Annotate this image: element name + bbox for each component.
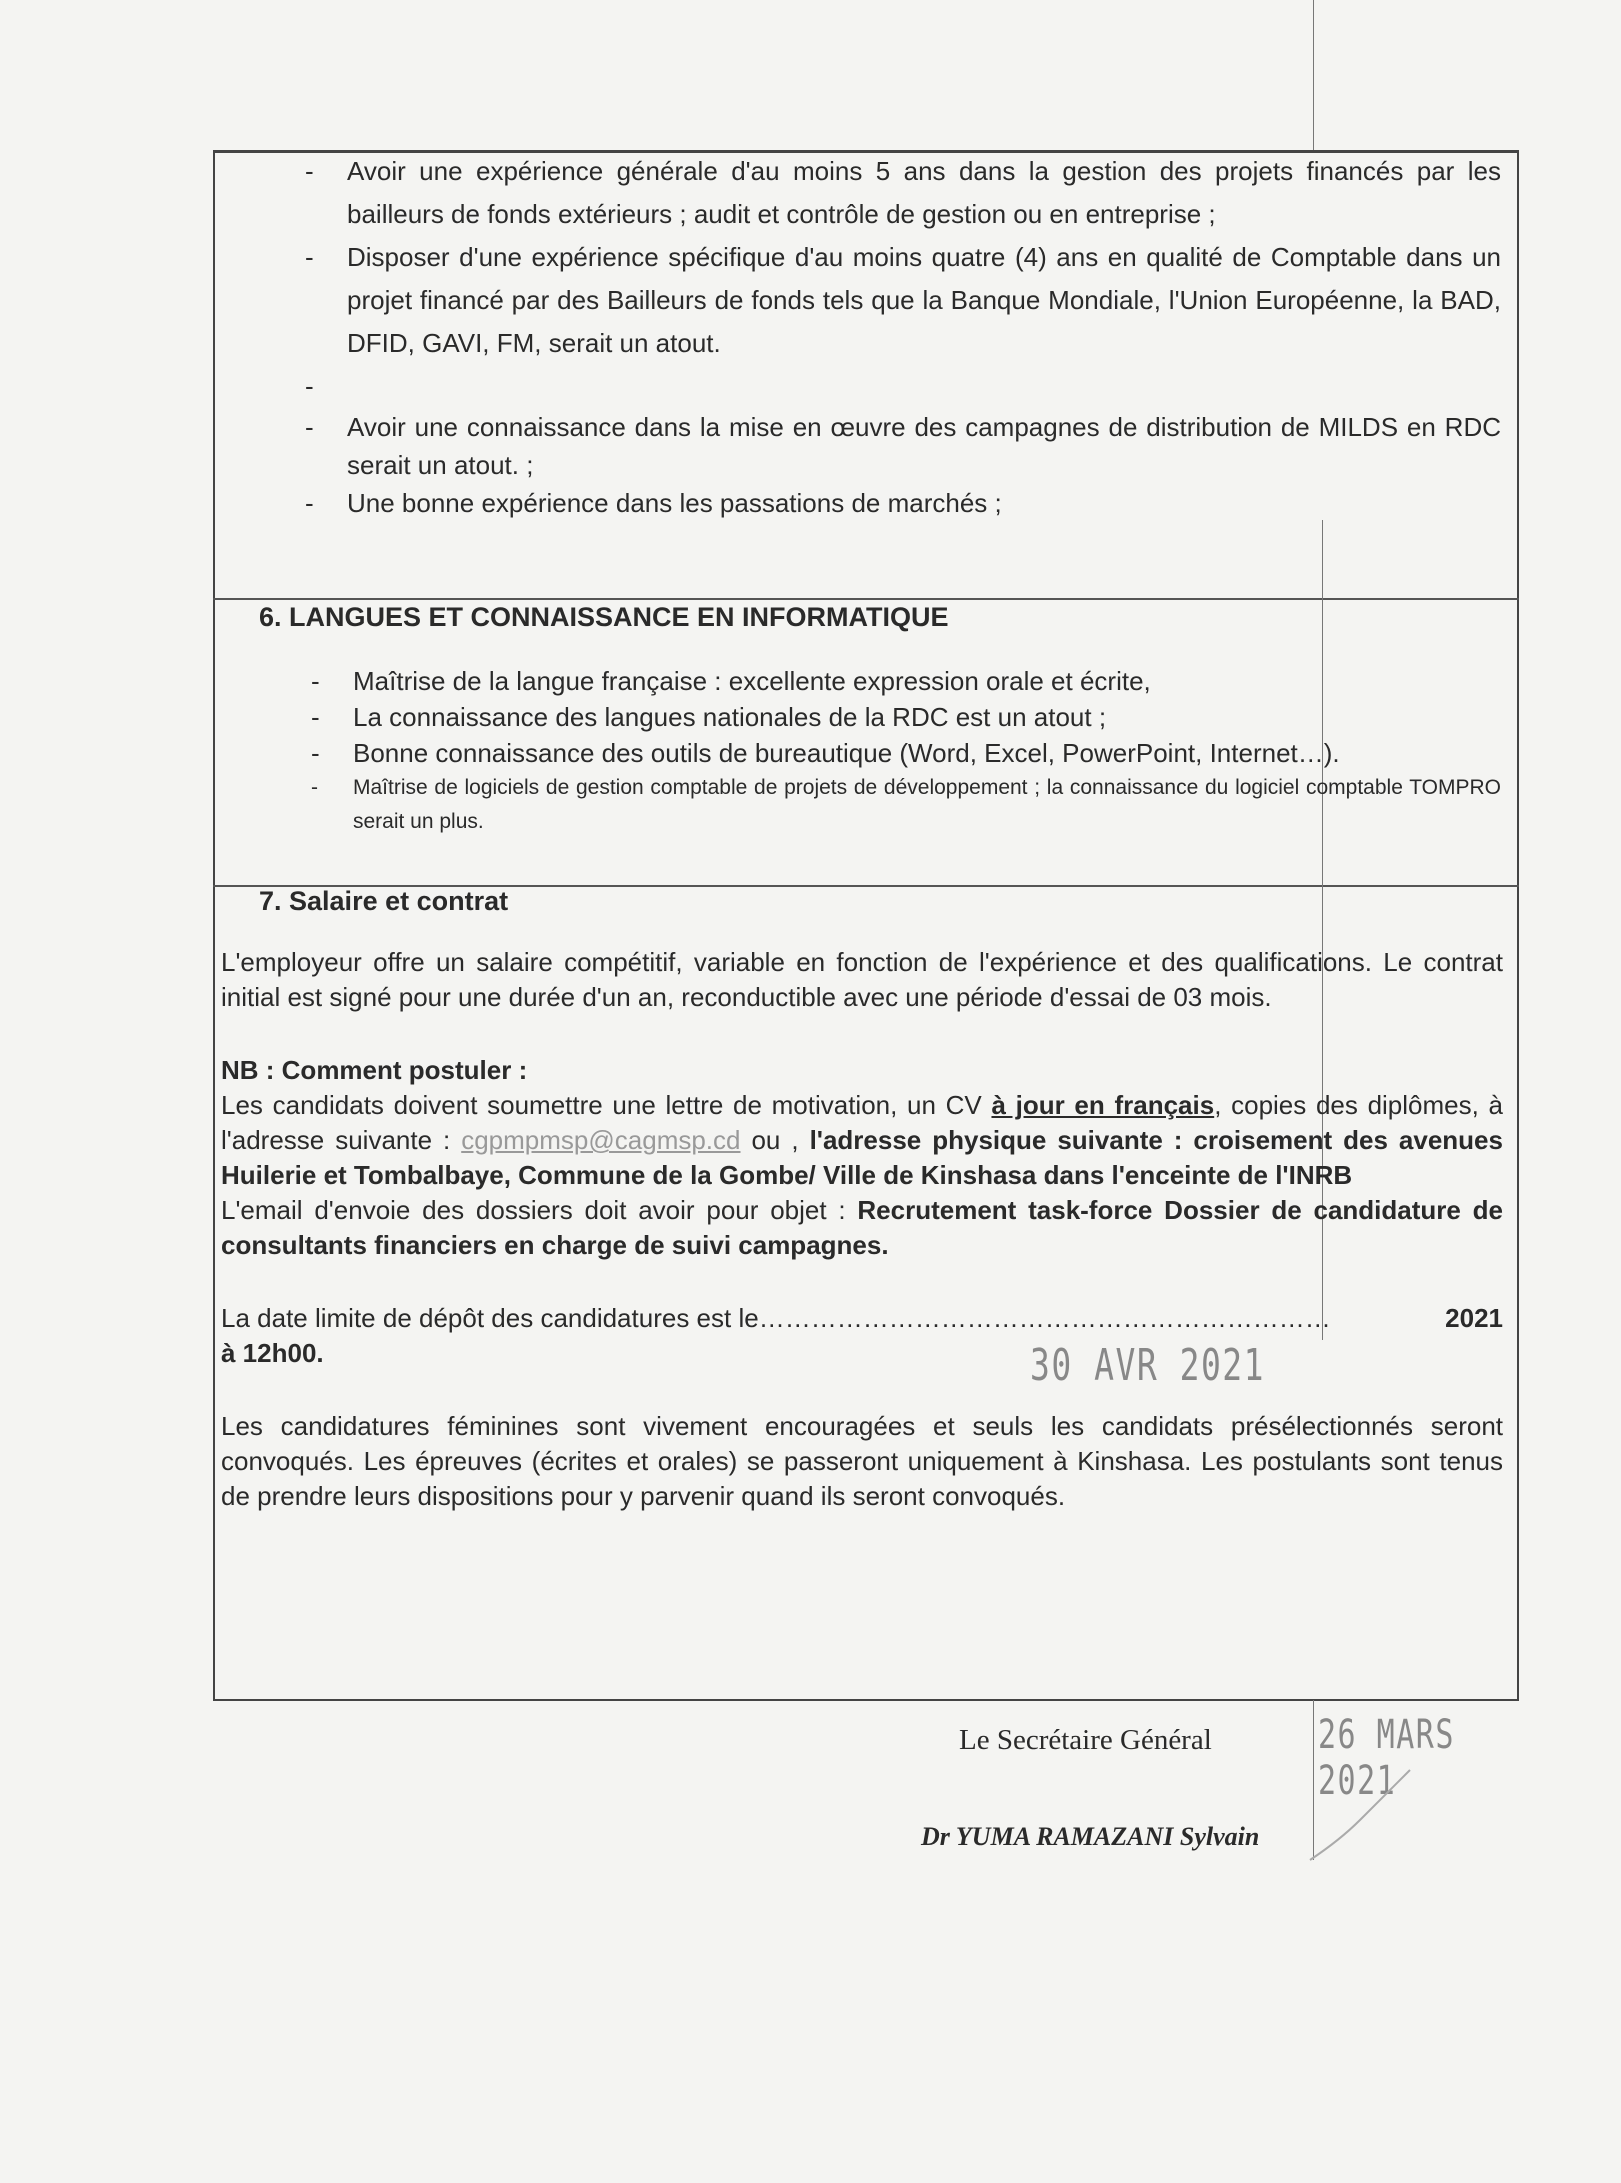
subject-paragraph <box>221 1193 1503 1263</box>
list-item <box>305 236 1501 365</box>
list-item <box>311 699 1501 735</box>
bullet-dash: - <box>305 156 314 186</box>
list-item <box>311 663 1501 699</box>
salary-paragraph: L'employeur offre un salaire compétitif, variable en fonction de l'expérience et des qualifications. Le contrat initial est signé pour une durée d'un an, reconductible avec une période d'essai de 03 mois. <box>221 947 1503 1012</box>
deadline-dots: ………………………………………………………… <box>758 1303 1331 1333</box>
list-item <box>305 365 1501 408</box>
bullet-text: Avoir une connaissance dans la mise en œuvre des campagnes de distribution de MILDS en RDC serait un atout. ; <box>347 412 1501 480</box>
section-divider <box>213 598 1519 600</box>
signatory-role: Le Secrétaire Général <box>959 1724 1212 1756</box>
list-item <box>305 484 1501 522</box>
list-item <box>311 771 1501 839</box>
list-item <box>305 408 1501 484</box>
subject-text: Recrutement task-force Dossier de candidature de consultants financiers en charge de suivi campagnes. <box>221 1195 1503 1260</box>
apply-text: ou , <box>740 1125 810 1155</box>
bullet-text: Disposer d'une expérience spécifique d'au moins quatre (4) ans en qualité de Comptable dans un projet financé par des Bailleurs de fonds tels que la Banque Mondiale, l'Union Européenne, la BAD, DFID, GAVI, FM, serait un atout. <box>347 242 1501 358</box>
deadline-line <box>221 1301 1503 1336</box>
list-item <box>311 735 1501 771</box>
bullet-dash: - <box>311 738 320 768</box>
bullet-dash: - <box>305 242 314 272</box>
deadline-date-stamp: 30 AVR 2021 <box>1030 1340 1266 1391</box>
bullet-dash: - <box>305 488 314 518</box>
deadline-text: La date limite de dépôt des candidatures est le <box>221 1303 759 1333</box>
experience-section <box>305 150 1501 522</box>
apply-paragraph <box>221 1088 1503 1193</box>
apply-text: Les candidats doivent soumettre une lettre de motivation, un CV <box>221 1090 992 1120</box>
deadline-time: à 12h00. <box>221 1338 324 1368</box>
languages-section <box>259 602 1501 839</box>
apply-underlined: à jour en français <box>991 1090 1215 1120</box>
signature-date-stamp: 26 MARS 2021 <box>1318 1712 1455 1804</box>
bullet-text: Maîtrise de la langue française : excellente expression orale et écrite, <box>353 666 1151 696</box>
deadline-year: 2021 <box>1445 1303 1503 1333</box>
apply-text: , copies des diplômes, à l'adresse suivante : <box>221 1090 1503 1155</box>
bullet-text: Bonne connaissance des outils de bureautique (Word, Excel, PowerPoint, Internet…). <box>353 738 1340 768</box>
email-link[interactable]: cgpmpmsp@cagmsp.cd <box>461 1125 741 1155</box>
bullet-text: Une bonne expérience dans les passations de marchés ; <box>347 488 1002 518</box>
signatory-name: Dr YUMA RAMAZANI Sylvain <box>921 1822 1260 1851</box>
subject-intro: L'email d'envoie des dossiers doit avoir pour objet : <box>221 1195 858 1225</box>
bullet-dash: - <box>311 666 320 696</box>
address-text: l'adresse physique suivante : croisement des avenues Huilerie et Tombalbaye, Commune de la Gombe/ Ville de Kinshasa dans l'enceinte de l'INRB <box>221 1125 1503 1190</box>
bullet-text: Avoir une expérience générale d'au moins 5 ans dans la gestion des projets financés par les bailleurs de fonds extérieurs ; audit et contrôle de gestion ou en entreprise ; <box>347 156 1501 229</box>
closing-paragraph: Les candidatures féminines sont vivement encouragées et seuls les candidats présélectionnés seront convoqués. Les épreuves (écrites et orales) se passeront uniquement à Kinshasa. Les postulants sont tenus de prendre leurs dispositions pour y parvenir quand ils seront convoqués. <box>221 1411 1503 1511</box>
section-title: 6. LANGUES ET CONNAISSANCE EN INFORMATIQUE <box>259 602 949 632</box>
signature-scribble <box>1300 1760 1420 1870</box>
section-title: 7. Salaire et contrat <box>259 886 509 916</box>
bullet-dash: - <box>311 702 320 732</box>
nb-title: NB : Comment postuler : <box>221 1055 528 1085</box>
bullet-text: Maîtrise de logiciels de gestion comptable de projets de développement ; la connaissance du logiciel comptable TOMPRO serait un plus. <box>353 776 1501 833</box>
salary-title-wrap <box>259 886 508 917</box>
bullet-dash: - <box>311 776 318 799</box>
bullet-list <box>311 663 1501 839</box>
bullet-dash: - <box>305 412 314 442</box>
scan-artifact-line <box>1313 0 1314 150</box>
list-item <box>305 150 1501 236</box>
salary-section <box>221 945 1503 1514</box>
bullet-text: La connaissance des langues nationales de la RDC est un atout ; <box>353 702 1107 732</box>
bullet-dash: - <box>305 371 314 401</box>
